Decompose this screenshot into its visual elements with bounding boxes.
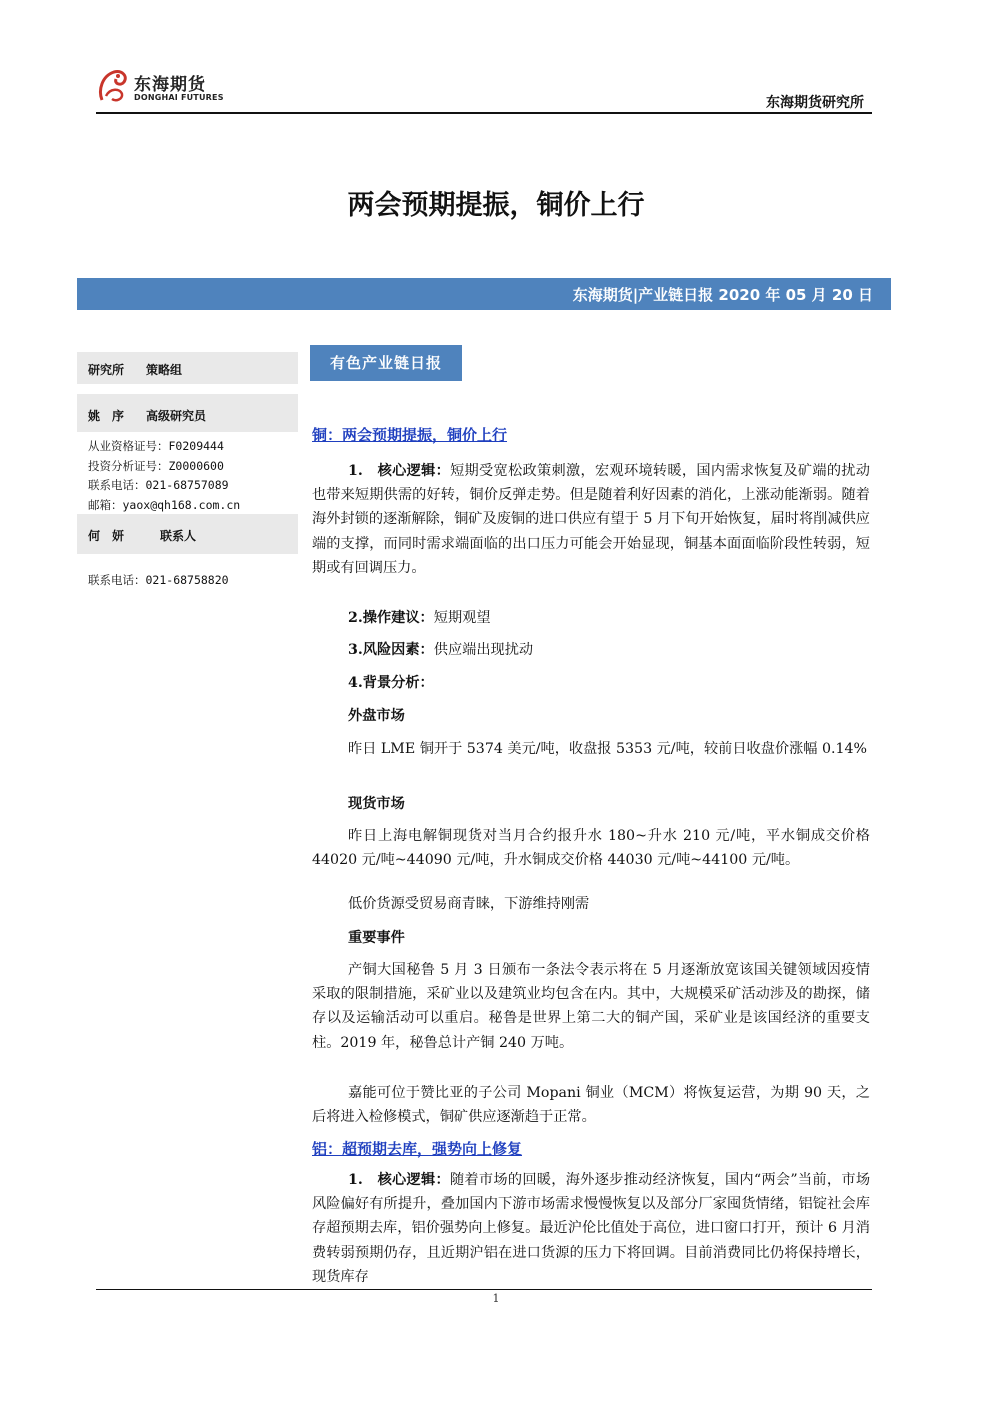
date-banner: [77, 278, 891, 310]
copper-background: [312, 671, 870, 695]
section-tag: 有色产业链日报: [310, 345, 462, 381]
header-divider: [96, 112, 872, 114]
copper-advice-label: 2.操作建议：: [348, 610, 434, 626]
banner-text: 东海期货|产业链日报 2020 年 05 月 20 日: [572, 286, 873, 304]
footer-divider: [96, 1289, 872, 1290]
copper-logic-label: 1. 核心逻辑：: [348, 463, 451, 479]
copper-logic-text: 短期受宽松政策刺激，宏观环境转暖，国内需求恢复及矿端的扰动也带来短期供需的好转，铜价反弹走势。但是随着利好因素的消化，上涨动能渐弱。随着海外封锁的逐渐解除，铜矿及废铜的进口供应有望于 5 月下旬开始恢复，届时将削减供应端的支撑，而同时需求端面临的出口压力可能会开始显现，铜基本面面临阶段性转弱，短期或有回调压力。: [312, 463, 870, 576]
outer-market-title: 外盘市场: [348, 708, 405, 724]
analyst2-name: 何 妍: [88, 529, 125, 543]
analyst1-name: 姚 序: [88, 409, 125, 423]
events-title: 重要事件: [348, 930, 405, 946]
analyst2-title: 联系人: [160, 529, 197, 543]
copper-risk-label: 3.风险因素：: [348, 642, 434, 658]
event-mopani: 嘉能可位于赞比亚的子公司 Mopani 铜业（MCM）将恢复运营，为期 90 天，之后将进入检修模式，铜矿供应逐渐趋于正常。: [312, 1085, 870, 1126]
aluminum-core-logic: [312, 1168, 870, 1289]
copper-advice: [312, 606, 870, 630]
spot-market-text: 昨日上海电解铜现货对当月合约报升水 180~升水 210 元/吨，平水铜成交价格 44020 元/吨~44090 元/吨，升水铜成交价格 44030 元/吨~44100 元/吨。: [312, 828, 870, 869]
copper-advice-text: 短期观望: [433, 610, 491, 626]
qualification-cert: 从业资格证号：F0209444: [88, 439, 224, 453]
analyst2-phone: 联系电话：021-68758820: [88, 573, 229, 587]
aluminum-logic-text: 随着市场的回暖，海外逐步推动经济恢复，国内“两会”当前，市场风险偏好有所提升，叠加国内下游市场需求慢慢恢复以及部分厂家囤货情绪，铝锭社会库存超预期去库，铝价强势向上修复。最近沪伦比值处于高位，进口窗口打开，预计 6 月消费转弱预期仍存，且近期沪铝在进口货源的压力下将回调。目前消费同比仍将保持增长，现货库存: [312, 1172, 871, 1285]
institute-name: 东海期货研究所: [766, 95, 864, 111]
spot-market-note: 低价货源受贸易商青睐，下游维持刚需: [348, 896, 590, 912]
spot-market-title: 现货市场: [348, 796, 405, 812]
analyst1-phone: 联系电话：021-68757089: [88, 478, 229, 492]
report-title: 两会预期提振，铜价上行: [347, 190, 645, 221]
logo-english-text: DONGHAI FUTURES: [134, 93, 224, 102]
copper-risk: [312, 638, 870, 662]
company-logo: [96, 66, 236, 108]
page-number: 1: [492, 1292, 500, 1305]
sidebar-dept: 研究所: [88, 363, 125, 377]
aluminum-heading-link[interactable]: 铝：超预期去库，强势向上修复: [312, 1140, 523, 1158]
dragon-logo-icon: [96, 66, 130, 106]
logo-chinese-text: 东海期货: [134, 75, 206, 95]
copper-risk-text: 供应端出现扰动: [433, 642, 534, 658]
sidebar-group: 策略组: [146, 363, 183, 377]
aluminum-logic-label: 1. 核心逻辑：: [348, 1172, 450, 1188]
outer-market-text: 昨日 LME 铜开于 5374 美元/吨，收盘报 5353 元/吨，较前日收盘价涨幅 0.14%: [348, 741, 868, 757]
analyst1-email[interactable]: 邮箱：yaox@qh168.com.cn: [88, 498, 241, 512]
analyst1-title: 高级研究员: [146, 409, 207, 423]
event-peru: 产铜大国秘鲁 5 月 3 日颁布一条法令表示将在 5 月逐渐放宽该国关键领域因疫情采取的限制措施，采矿业以及建筑业均包含在内。其中，大规模采矿活动涉及的勘探，储存以及运输活动可以重启。秘鲁是世界上第二大的铜产国，采矿业是该国经济的重要支柱。2019 年，秘鲁总计产铜 240 万吨。: [312, 962, 870, 1051]
analysis-cert: 投资分析证号：Z0000600: [88, 459, 224, 473]
copper-bg-label: 4.背景分析：: [348, 675, 434, 691]
copper-core-logic: [312, 459, 870, 580]
copper-heading-link[interactable]: 铜：两会预期提振，铜价上行: [312, 426, 508, 444]
